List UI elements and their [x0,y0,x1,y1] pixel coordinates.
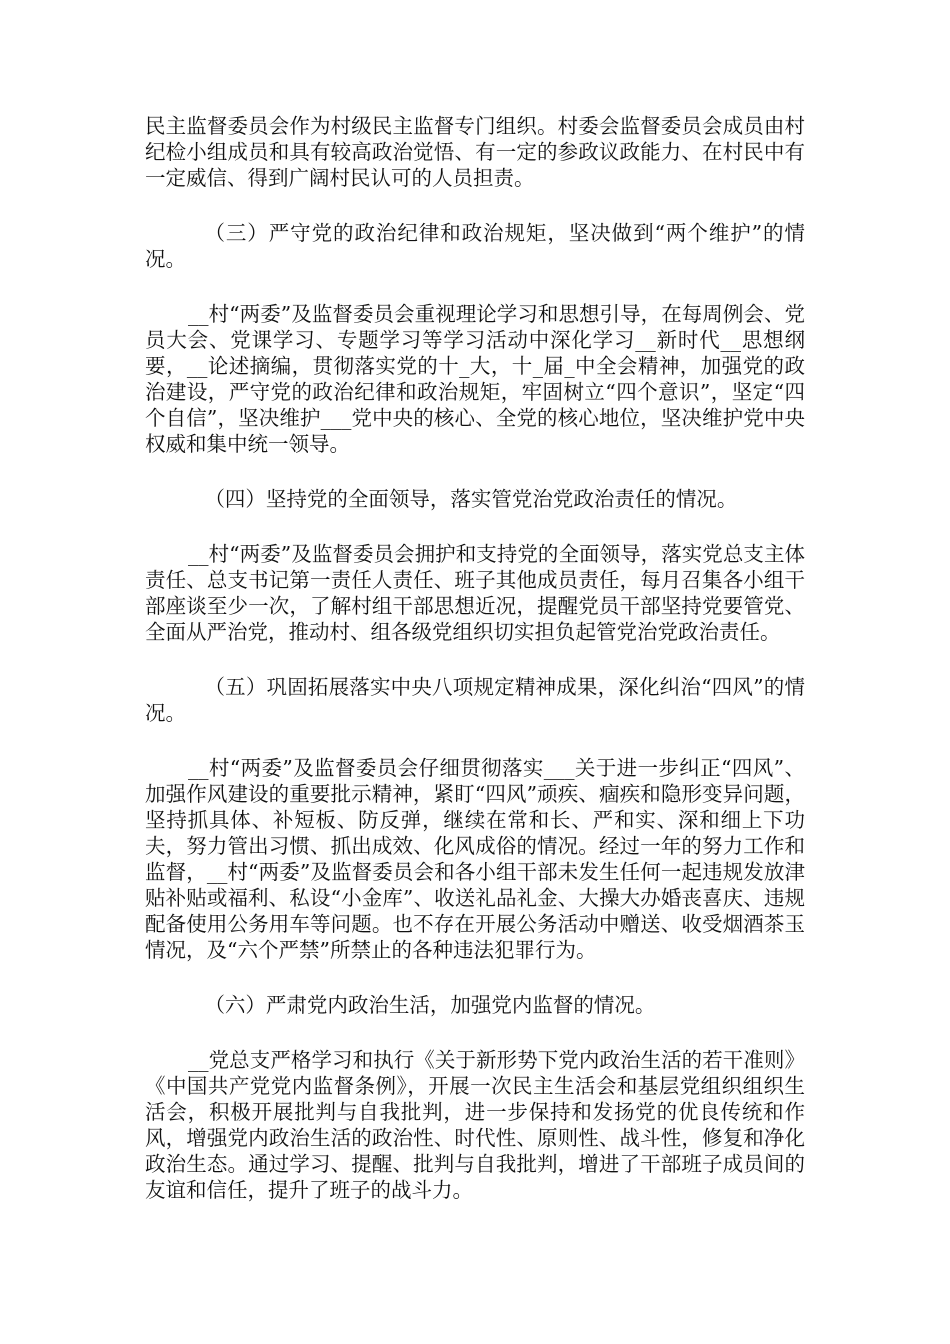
paragraph-party-leadership: __村“两委”及监督委员会拥护和支持党的全面领导，落实党总支主体责任、总支书记第一责任人责任、班子其他成员责任，每月召集各小组干部座谈至少一次，了解村组干部思想近况，提醒党员干部坚持党要管党、全面从严治党，推动村、组各级党组织切实担负起管党治党政治责任。 [145,542,805,644]
section-heading-6: （六）严肃党内政治生活，加强党内监督的情况。 [204,993,656,1017]
paragraph-political-discipline: __村“两委”及监督委员会重视理论学习和思想引导，在每周例会、党员大会、党课学习、专题学习等学习活动中深化学习__新时代__思想纲要，__论述摘编，贯彻落实党的十_大，十_届_中全会精神，加强党的政治建设，严守党的政治纪律和政治规矩，牢固树立“四个意识”，坚定“四个自信”，坚决维护___党中央的核心、全党的核心地位，坚决维护党中央权威和集中统一领导。 [145,302,805,456]
section-heading-5: （五）巩固拓展落实中央八项规定精神成果，深化纠治“四风”的情况。 [145,675,805,725]
section-heading-3: （三）严守党的政治纪律和政治规矩，坚决做到“两个维护”的情况。 [145,221,805,271]
section-heading-4: （四）坚持党的全面领导，落实管党治党政治责任的情况。 [204,487,738,511]
document-page [145,113,805,1232]
paragraph-inner-party-life: __党总支严格学习和执行《关于新形势下党内政治生活的若干准则》《中国共产党党内监督条例》，开展一次民主生活会和基层党组织组织生活会，积极开展批判与自我批判，进一步保持和发扬党的优良传统和作风，增强党内政治生活的政治性、时代性、原则性、战斗性，修复和净化政治生态。通过学习、提醒、批判与自我批判，增进了干部班子成员间的友谊和信任，提升了班子的战斗力。 [145,1048,805,1202]
paragraph-four-styles: __村“两委”及监督委员会仔细贯彻落实___关于进一步纠正“四风”、加强作风建设的重要批示精神，紧盯“四风”顽疾、痼疾和隐形变异问题，坚持抓具体、补短板、防反弹，继续在常和长、严和实、深和细上下功夫，努力管出习惯、抓出成效、化风成俗的情况。经过一年的努力工作和监督，__村“两委”及监督委员会和各小组干部未发生任何一起违规发放津贴补贴或福利、私设“小金库”、收送礼品礼金、大操大办婚丧喜庆、违规配备使用公务用车等问题。也不存在开展公务活动中赠送、收受烟酒茶玉情况，及“六个严禁”所禁止的各种违法犯罪行为。 [145,756,805,962]
paragraph-supervision-committee: 民主监督委员会作为村级民主监督专门组织。村委会监督委员会成员由村纪检小组成员和具有较高政治觉悟、有一定的参政议政能力、在村民中有一定威信、得到广阔村民认可的人员担责。 [145,114,805,190]
